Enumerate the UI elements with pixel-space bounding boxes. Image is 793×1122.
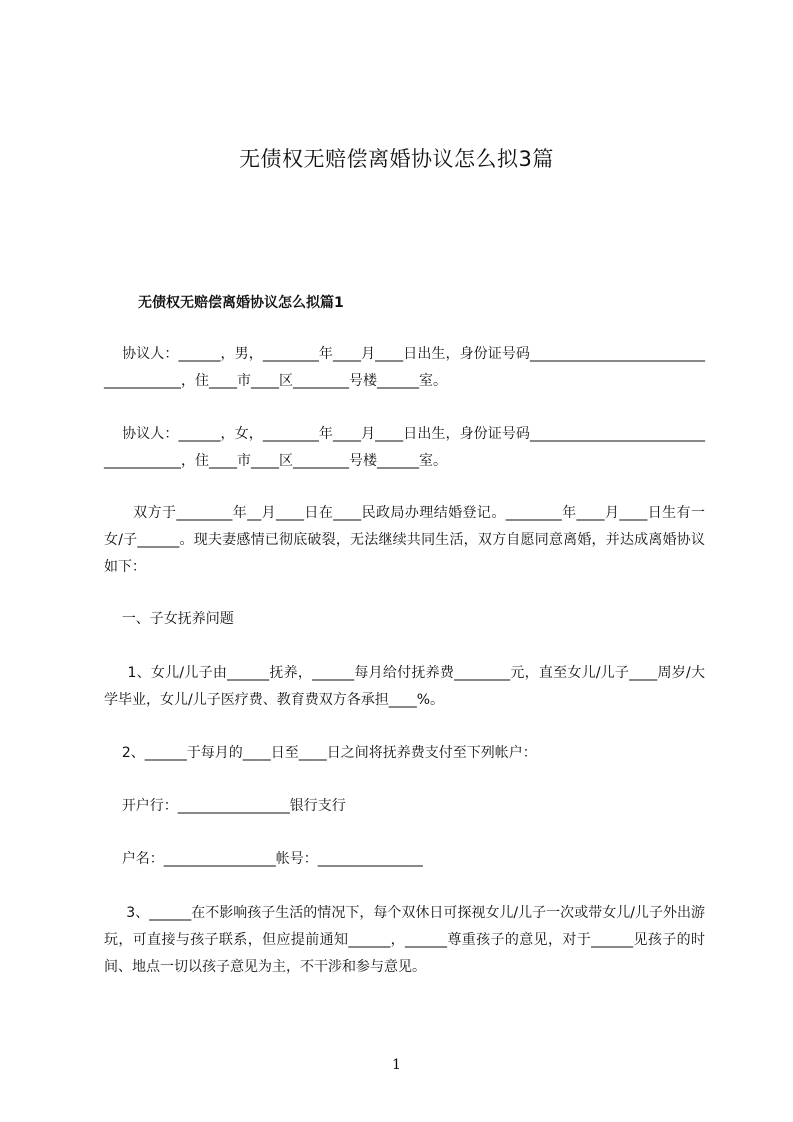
page-number: 1 [392, 1057, 401, 1073]
child-support-heading: 一、子女抚养问题 [104, 611, 234, 627]
party-two-paragraph: 协议人：______，女，________年____月____日出生，身份证号码____________________________________，住____市____区________号楼______室。 [104, 426, 705, 469]
bank-branch-line: 开户行：________________银行支行 [104, 798, 346, 814]
account-line: 户名：________________帐号：_______________ [104, 851, 423, 867]
clause-1-paragraph: 1、女儿/儿子由______抚养，______每月给付抚养费________元，直至女儿/儿子____周岁/大学毕业，女儿/儿子医疗费、教育费双方各承担____%。 [104, 665, 705, 708]
marriage-statement-paragraph: 双方于________年__月____日在____民政局办理结婚登记。________年____月____日生有一女/子______。现夫妻感情已彻底破裂，无法继续共同生活，双方自愿同意离婚，并达成离婚协议如下： [104, 505, 706, 575]
clause-2-paragraph: 2、______于每月的____日至____日之间将抚养费支付至下列帐户： [104, 745, 537, 761]
section-heading: 无债权无赔偿离婚协议怎么拟篇1 [138, 295, 344, 311]
party-one-paragraph: 协议人：______，男，________年____月____日出生，身份证号码____________________________________，住____市____区________号楼______室。 [104, 346, 705, 389]
document-title: 无债权无赔偿离婚协议怎么拟3篇 [239, 147, 554, 171]
clause-3-paragraph: 3、______在不影响孩子生活的情况下，每个双休日可探视女儿/儿子一次或带女儿/儿子外出游玩，可直接与孩子联系，但应提前通知______，______尊重孩子的意见，对于______见孩子的时间、地点一切以孩子意见为主，不干涉和参与意见。 [104, 905, 705, 975]
